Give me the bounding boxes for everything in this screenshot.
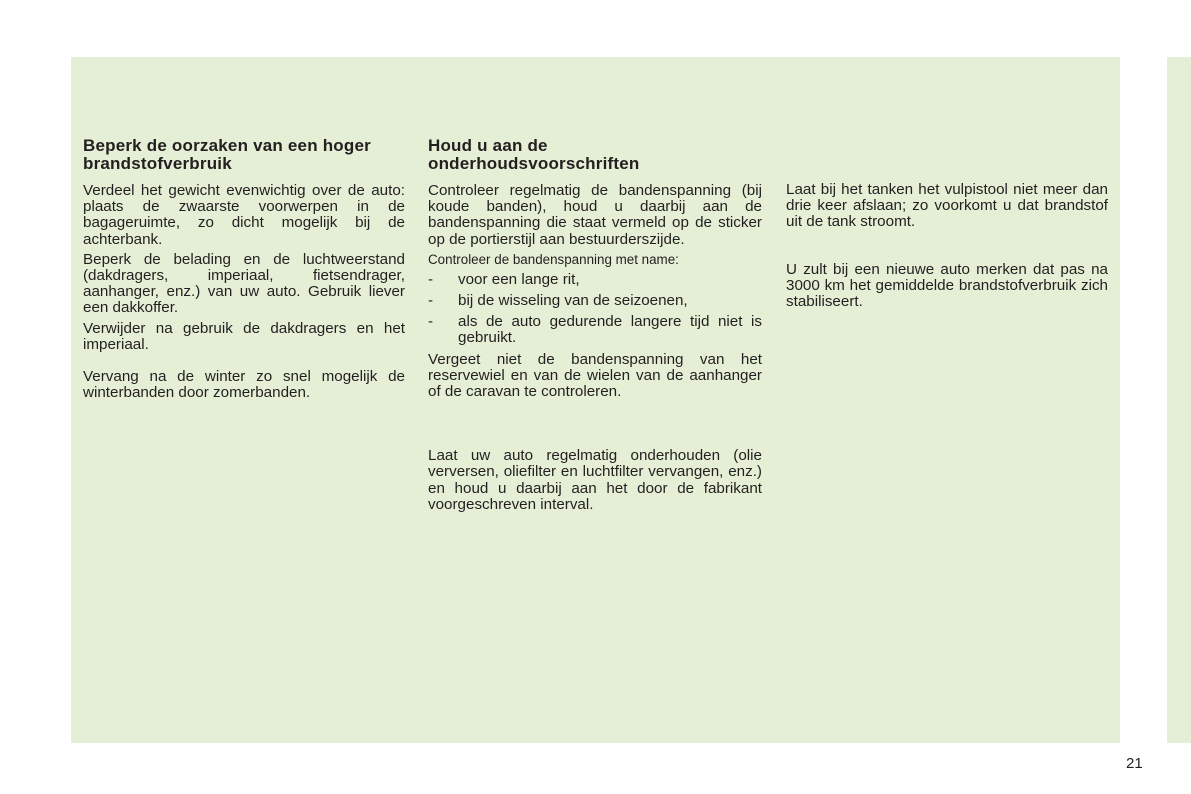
- winter-tyres-paragraph: Vervang na de winter zo snel mogelijk de winterbanden door zomerbanden.: [83, 368, 405, 402]
- tyre-check-list: [428, 272, 762, 347]
- weight-paragraph: Verdeel het gewicht evenwichtig over de auto: plaats de zwaarste voorwerpen in de bagageruimte, zo dicht mogelijk bij de achterbank.: [83, 182, 405, 248]
- refuelling-paragraph: Laat bij het tanken het vulpistool niet meer dan drie keer afslaan; zo voorkomt u dat brandstof uit de tank stroomt.: [786, 181, 1108, 231]
- list-intro: Controleer de bandenspanning met name:: [428, 251, 679, 267]
- page-number: 21: [1126, 755, 1143, 772]
- side-tab: [1167, 57, 1191, 743]
- middle-heading: Houd u aan de onderhoudsvoorschriften: [428, 136, 640, 173]
- new-car-paragraph: U zult bij een nieuwe auto merken dat pas na 3000 km het gemiddelde brandstofverbruik zich stabiliseert.: [786, 260, 1108, 311]
- spare-wheel-paragraph: Vergeet niet de bandenspanning van het reservewiel en van de wielen van de aanhanger of de caravan te controleren.: [428, 350, 762, 401]
- left-heading: Beperk de oorzaken van een hoger brandstofverbruik: [83, 136, 371, 173]
- load-paragraph: Beperk de belading en de luchtweerstand (dakdragers, imperiaal, fietsendrager, aanhanger, enz.) van uw auto. Gebruik liever een dakkoffer.: [83, 250, 405, 317]
- list-item: - voor een lange rit,: [428, 270, 580, 288]
- maintenance-paragraph: Laat uw auto regelmatig onderhouden (olie verversen, oliefilter en luchtfilter vervangen, enz.) en houd u daarbij aan het door de fabrikant voorgeschreven interval.: [428, 447, 762, 513]
- left-column: [83, 137, 405, 405]
- right-column: [786, 182, 1108, 314]
- list-dash: -: [428, 292, 434, 310]
- tyre-pressure-paragraph: Controleer regelmatig de bandenspanning (bij koude banden), houd u daarbij aan de bandenspanning die staat vermeld op de sticker op de portierstijl aan bestuurderszijde.: [428, 182, 762, 248]
- list-dash: -: [428, 270, 434, 288]
- middle-column: [428, 137, 762, 517]
- list-item: - bij de wisseling van de seizoenen,: [428, 292, 688, 310]
- list-dash: -: [428, 313, 434, 331]
- list-item: - als de auto gedurende langere tijd niet is gebruikt.: [428, 313, 762, 347]
- roof-rack-paragraph: Verwijder na gebruik de dakdragers en het imperiaal.: [83, 319, 405, 353]
